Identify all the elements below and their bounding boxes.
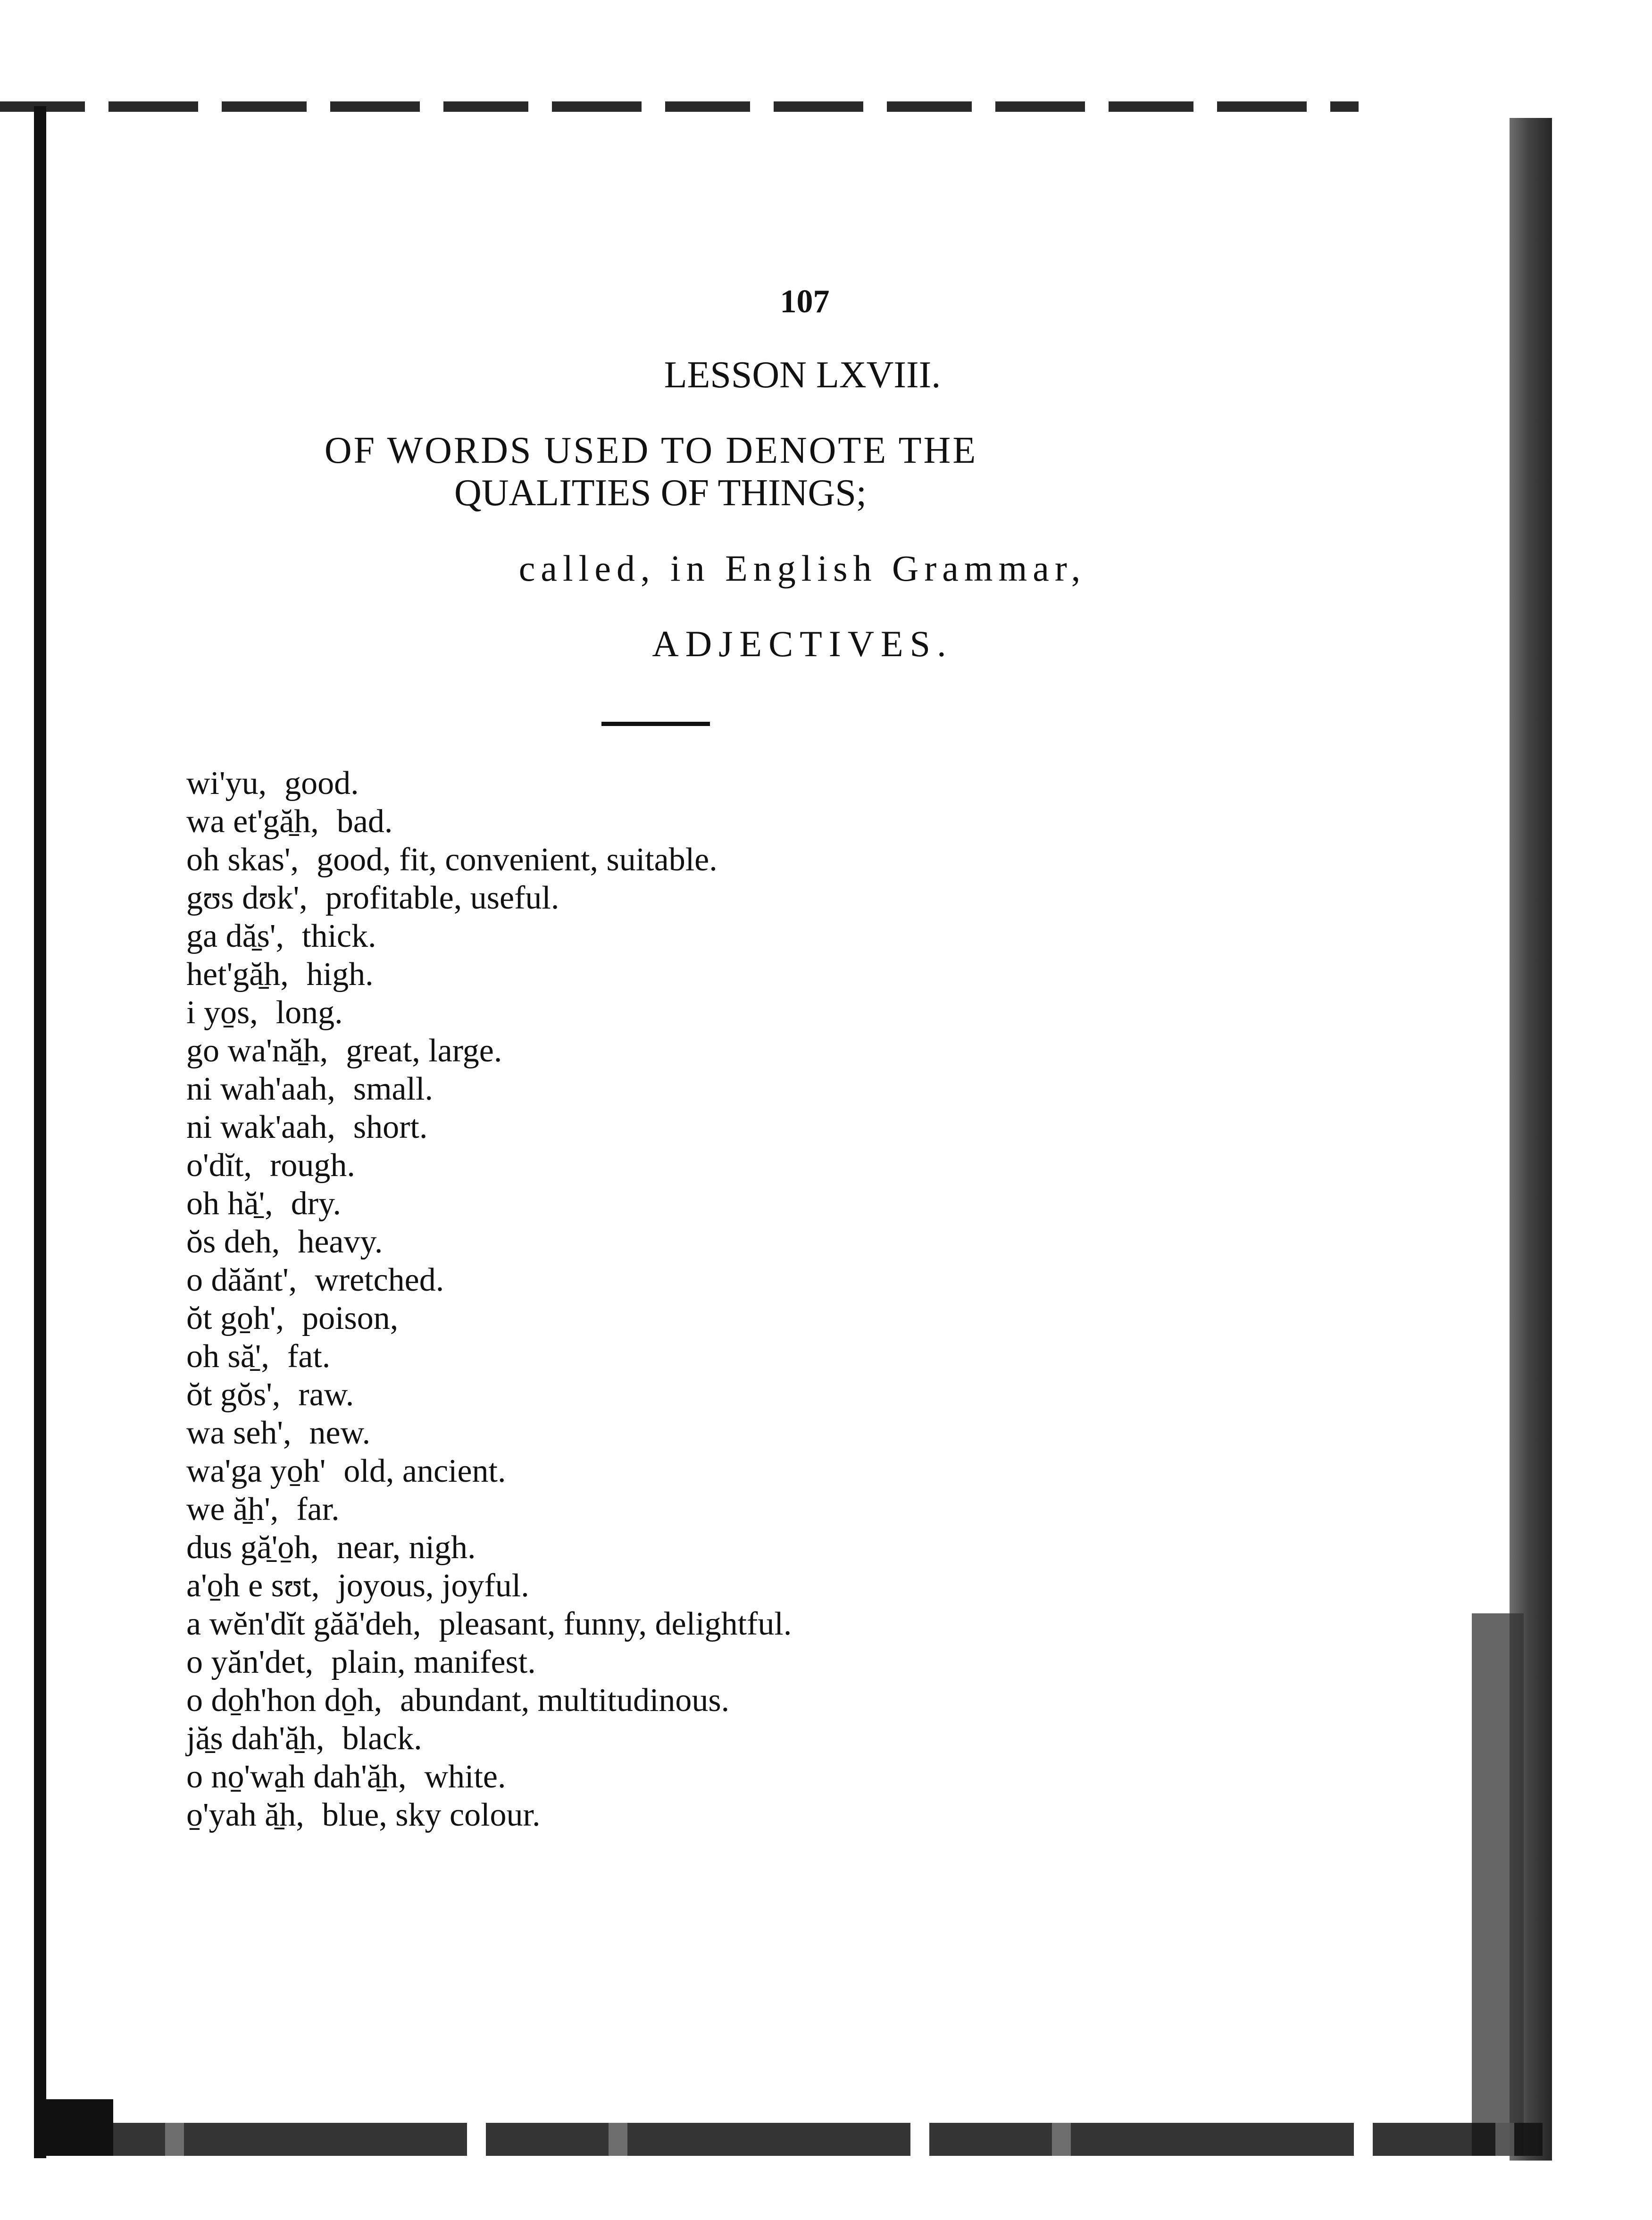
vocabulary-entry [186, 1337, 1413, 1376]
entry-term: gʊs dʊk', [186, 880, 308, 916]
lesson-subtitle [283, 429, 1019, 514]
entry-meaning: bad. [336, 803, 393, 840]
entry-term: a'o̱h e sʊt, [186, 1568, 320, 1604]
vocabulary-entry [186, 993, 1413, 1032]
entry-meaning: good. [284, 765, 359, 801]
vocabulary-entry [186, 764, 1413, 802]
entry-term: wa'ga yo̱h' [186, 1453, 326, 1489]
entry-meaning: heavy. [298, 1224, 383, 1260]
entry-meaning: new. [309, 1415, 371, 1451]
left-border-rule [34, 106, 46, 2158]
entry-meaning: dry. [291, 1185, 341, 1222]
entry-meaning: short. [353, 1109, 428, 1145]
entry-term: wi'yu, [186, 765, 267, 801]
entry-term: i yo̱s, [186, 994, 258, 1031]
entry-meaning: fat. [287, 1338, 331, 1375]
page-number: 107 [780, 284, 830, 320]
entry-term: o no̱'wa̱h dah'ă̱h, [186, 1759, 407, 1795]
lesson-title: LESSON LXVIII. [664, 354, 941, 396]
entry-meaning: near, nigh. [336, 1529, 476, 1566]
vocabulary-entry [186, 802, 1413, 841]
entry-term: ŏt go̱h', [186, 1300, 284, 1336]
entry-term: a wĕn'dĭt găă'deh, [186, 1606, 421, 1642]
entry-term: o̱'yah ă̱h, [186, 1797, 304, 1833]
entry-term: dus gă̱'o̱h, [186, 1529, 319, 1566]
entry-term: ni wak'aah, [186, 1109, 335, 1145]
entry-term: oh să̱', [186, 1338, 269, 1375]
entry-term: o dăănt', [186, 1262, 297, 1298]
entry-meaning: good, fit, convenient, suitable. [317, 842, 718, 878]
vocabulary-entry [186, 1796, 1413, 1834]
entry-term: oh skas', [186, 842, 299, 878]
entry-meaning: wretched. [315, 1262, 444, 1298]
entry-meaning: old, ancient. [343, 1453, 506, 1489]
grammar-note: called, in English Grammar, [518, 548, 1086, 589]
entry-term: go wa'nă̱h, [186, 1033, 328, 1069]
vocabulary-entry [186, 1070, 1413, 1108]
top-border-rule [0, 101, 1359, 112]
entry-meaning: plain, manifest. [331, 1644, 536, 1680]
vocabulary-entry [186, 1605, 1413, 1643]
vocabulary-entry [186, 917, 1413, 955]
vocabulary-entry [186, 1528, 1413, 1567]
entry-term: ŏs deh, [186, 1224, 280, 1260]
entry-meaning: abundant, multitudinous. [400, 1682, 730, 1719]
entry-term: o'dĭt, [186, 1147, 252, 1184]
entry-term: ga dă̱s', [186, 918, 284, 954]
vocabulary-entry [186, 1567, 1413, 1605]
entry-term: we ă̱h', [186, 1491, 279, 1527]
entry-term: ni wah'aah, [186, 1071, 335, 1107]
vocabulary-entry [186, 1108, 1413, 1146]
vocabulary-entry [186, 1185, 1413, 1223]
entry-meaning: joyous, joyful. [337, 1568, 529, 1604]
vocabulary-entry [186, 1643, 1413, 1681]
entry-meaning: black. [342, 1720, 422, 1757]
entry-term: wa et'gă̱h, [186, 803, 319, 840]
vocabulary-entry [186, 1032, 1413, 1070]
heading-divider [601, 722, 710, 726]
subtitle-line-2: QUALITIES OF THINGS; [454, 472, 867, 514]
entry-term: ŏt gŏs', [186, 1377, 281, 1413]
vocabulary-entry [186, 1490, 1413, 1528]
vocabulary-entry [186, 1223, 1413, 1261]
vocabulary-entry [186, 1299, 1413, 1337]
entry-meaning: great, large. [346, 1033, 502, 1069]
vocabulary-entry [186, 1681, 1413, 1719]
right-page-edge-stain [1472, 1613, 1524, 2156]
vocabulary-list [186, 764, 1413, 1834]
entry-meaning: far. [296, 1491, 340, 1527]
vocabulary-entry [186, 1719, 1413, 1758]
section-heading: ADJECTIVES. [652, 623, 953, 664]
vocabulary-entry [186, 1146, 1413, 1185]
vocabulary-entry [186, 1414, 1413, 1452]
vocabulary-entry [186, 879, 1413, 917]
entry-term: het'gă̱h, [186, 956, 289, 993]
entry-meaning: blue, sky colour. [322, 1797, 541, 1833]
vocabulary-entry [186, 1376, 1413, 1414]
bottom-border-rule [42, 2123, 1543, 2156]
entry-term: oh hă̱', [186, 1185, 273, 1222]
entry-term: o do̱h'hon do̱h, [186, 1682, 383, 1719]
entry-meaning: long. [275, 994, 343, 1031]
entry-term: jă̱s dah'ă̱h, [186, 1720, 325, 1757]
entry-meaning: profitable, useful. [325, 880, 559, 916]
entry-term: wa seh', [186, 1415, 292, 1451]
vocabulary-entry [186, 1261, 1413, 1299]
entry-meaning: poison, [302, 1300, 399, 1336]
entry-meaning: small. [353, 1071, 433, 1107]
entry-meaning: pleasant, funny, delightful. [439, 1606, 792, 1642]
vocabulary-entry [186, 841, 1413, 879]
entry-term: o yăn'det, [186, 1644, 314, 1680]
vocabulary-entry [186, 955, 1413, 993]
entry-meaning: raw. [298, 1377, 354, 1413]
entry-meaning: thick. [302, 918, 376, 954]
subtitle-line-1: OF WORDS USED TO DENOTE THE [324, 430, 978, 471]
entry-meaning: rough. [270, 1147, 355, 1184]
vocabulary-entry [186, 1452, 1413, 1490]
entry-meaning: high. [306, 956, 374, 993]
entry-meaning: white. [424, 1759, 506, 1795]
vocabulary-entry [186, 1758, 1413, 1796]
